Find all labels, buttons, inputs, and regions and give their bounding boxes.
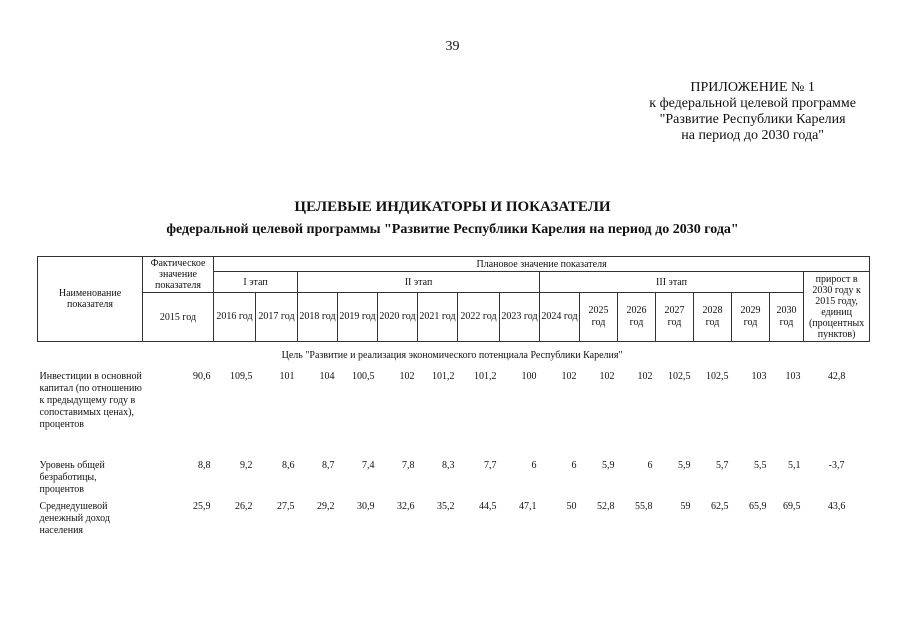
plan-value: 6	[647, 460, 653, 471]
plan-value: 5,9	[602, 460, 615, 471]
plan-value: 50	[566, 501, 577, 512]
indicators-table	[37, 256, 870, 539]
plan-value: 103	[751, 371, 767, 382]
plan-value: 101,2	[432, 371, 455, 382]
plan-value: 102	[599, 371, 615, 382]
plan-value: 101	[279, 371, 295, 382]
plan-value: 27,5	[277, 501, 295, 512]
header-year: 2019 год	[338, 293, 378, 342]
header-year: 2023 год	[500, 293, 540, 342]
indicator-name: Среднедушевой денежный доход населения	[39, 501, 110, 536]
indicator-name: Инвестиции в основной капитал (по отношению к предыдущему году в сопоставимых ценах), процентов	[39, 371, 142, 430]
appendix-line-4: на период до 2030 года"	[681, 128, 825, 143]
header-fact-value: Фактическое значение показателя	[143, 257, 214, 293]
plan-value: 102	[399, 371, 415, 382]
plan-value: 32,6	[397, 501, 415, 512]
appendix-line-1: ПРИЛОЖЕНИЕ № 1	[690, 80, 815, 95]
plan-value: 109,5	[230, 371, 253, 382]
header-year: 2028 год	[694, 293, 732, 342]
plan-value: 102	[637, 371, 653, 382]
header-year: 2017 год	[256, 293, 298, 342]
plan-value: 7,7	[484, 460, 497, 471]
plan-value: 5,5	[754, 460, 767, 471]
indicator-name: Уровень общей безработицы, процентов	[39, 460, 105, 495]
appendix-line-2: к федеральной целевой программе	[649, 96, 856, 111]
increase-value: 43,6	[827, 501, 846, 512]
appendix-line-3: "Развитие Республики Карелия	[659, 112, 846, 127]
plan-value: 102,5	[706, 371, 729, 382]
header-increase: прирост в 2030 году к 2015 году, единиц (процентных пунктов)	[804, 272, 870, 342]
plan-value: 65,9	[749, 501, 767, 512]
header-year: 2022 год	[458, 293, 500, 342]
appendix-header	[649, 80, 856, 144]
header-year: 2027 год	[656, 293, 694, 342]
plan-value: 102,5	[668, 371, 691, 382]
plan-value: 55,8	[635, 501, 653, 512]
table-row	[38, 498, 870, 539]
plan-value: 5,9	[678, 460, 691, 471]
plan-value: 5,1	[788, 460, 801, 471]
table-row	[38, 457, 870, 498]
header-plan-value: Плановое значение показателя	[214, 257, 870, 272]
plan-value: 102	[561, 371, 577, 382]
fact-value: 8,8	[198, 460, 211, 471]
plan-value: 44,5	[479, 501, 497, 512]
header-year: 2021 год	[418, 293, 458, 342]
plan-value: 101,2	[474, 371, 497, 382]
plan-value: 26,2	[235, 501, 253, 512]
plan-value: 6	[571, 460, 577, 471]
plan-value: 8,6	[282, 460, 295, 471]
plan-value: 35,2	[437, 501, 455, 512]
plan-value: 103	[785, 371, 801, 382]
plan-value: 52,8	[597, 501, 615, 512]
plan-value: 29,2	[317, 501, 335, 512]
plan-value: 6	[531, 460, 537, 471]
header-year: 2016 год	[214, 293, 256, 342]
header-year: 2026 год	[618, 293, 656, 342]
plan-value: 9,2	[240, 460, 253, 471]
plan-value: 7,4	[362, 460, 375, 471]
page-number: 39	[445, 39, 460, 54]
header-stage-3: III этап	[540, 272, 804, 293]
plan-value: 104	[319, 371, 335, 382]
plan-value: 100	[521, 371, 537, 382]
increase-value: -3,7	[828, 460, 845, 471]
fact-value: 90,6	[193, 371, 211, 382]
header-year: 2020 год	[378, 293, 418, 342]
increase-value: 42,8	[827, 371, 846, 382]
header-year: 2018 год	[298, 293, 338, 342]
plan-value: 59	[680, 501, 691, 512]
goal-row: Цель "Развитие и реализация экономического потенциала Республики Карелия"	[281, 350, 623, 361]
document-subtitle: федеральной целевой программы "Развитие Республики Карелия на период до 2030 года"	[166, 222, 739, 237]
fact-value: 25,9	[193, 501, 211, 512]
plan-value: 100,5	[352, 371, 375, 382]
plan-value: 8,7	[322, 460, 335, 471]
plan-value: 47,1	[519, 501, 537, 512]
plan-value: 5,7	[716, 460, 729, 471]
header-year: 2024 год	[540, 293, 580, 342]
header-stage-2: II этап	[298, 272, 540, 293]
header-year: 2029 год	[732, 293, 770, 342]
plan-value: 69,5	[783, 501, 801, 512]
plan-value: 7,8	[402, 460, 415, 471]
header-year: 2030 год	[770, 293, 804, 342]
plan-value: 62,5	[711, 501, 729, 512]
header-indicator-name: Наименование показателя	[38, 257, 143, 342]
table-row	[38, 368, 870, 457]
plan-value: 30,9	[357, 501, 375, 512]
header-fact-year: 2015 год	[143, 293, 214, 342]
plan-value: 8,3	[442, 460, 455, 471]
header-stage-1: I этап	[214, 272, 298, 293]
header-year: 2025 год	[580, 293, 618, 342]
document-title: ЦЕЛЕВЫЕ ИНДИКАТОРЫ И ПОКАЗАТЕЛИ	[294, 199, 611, 215]
